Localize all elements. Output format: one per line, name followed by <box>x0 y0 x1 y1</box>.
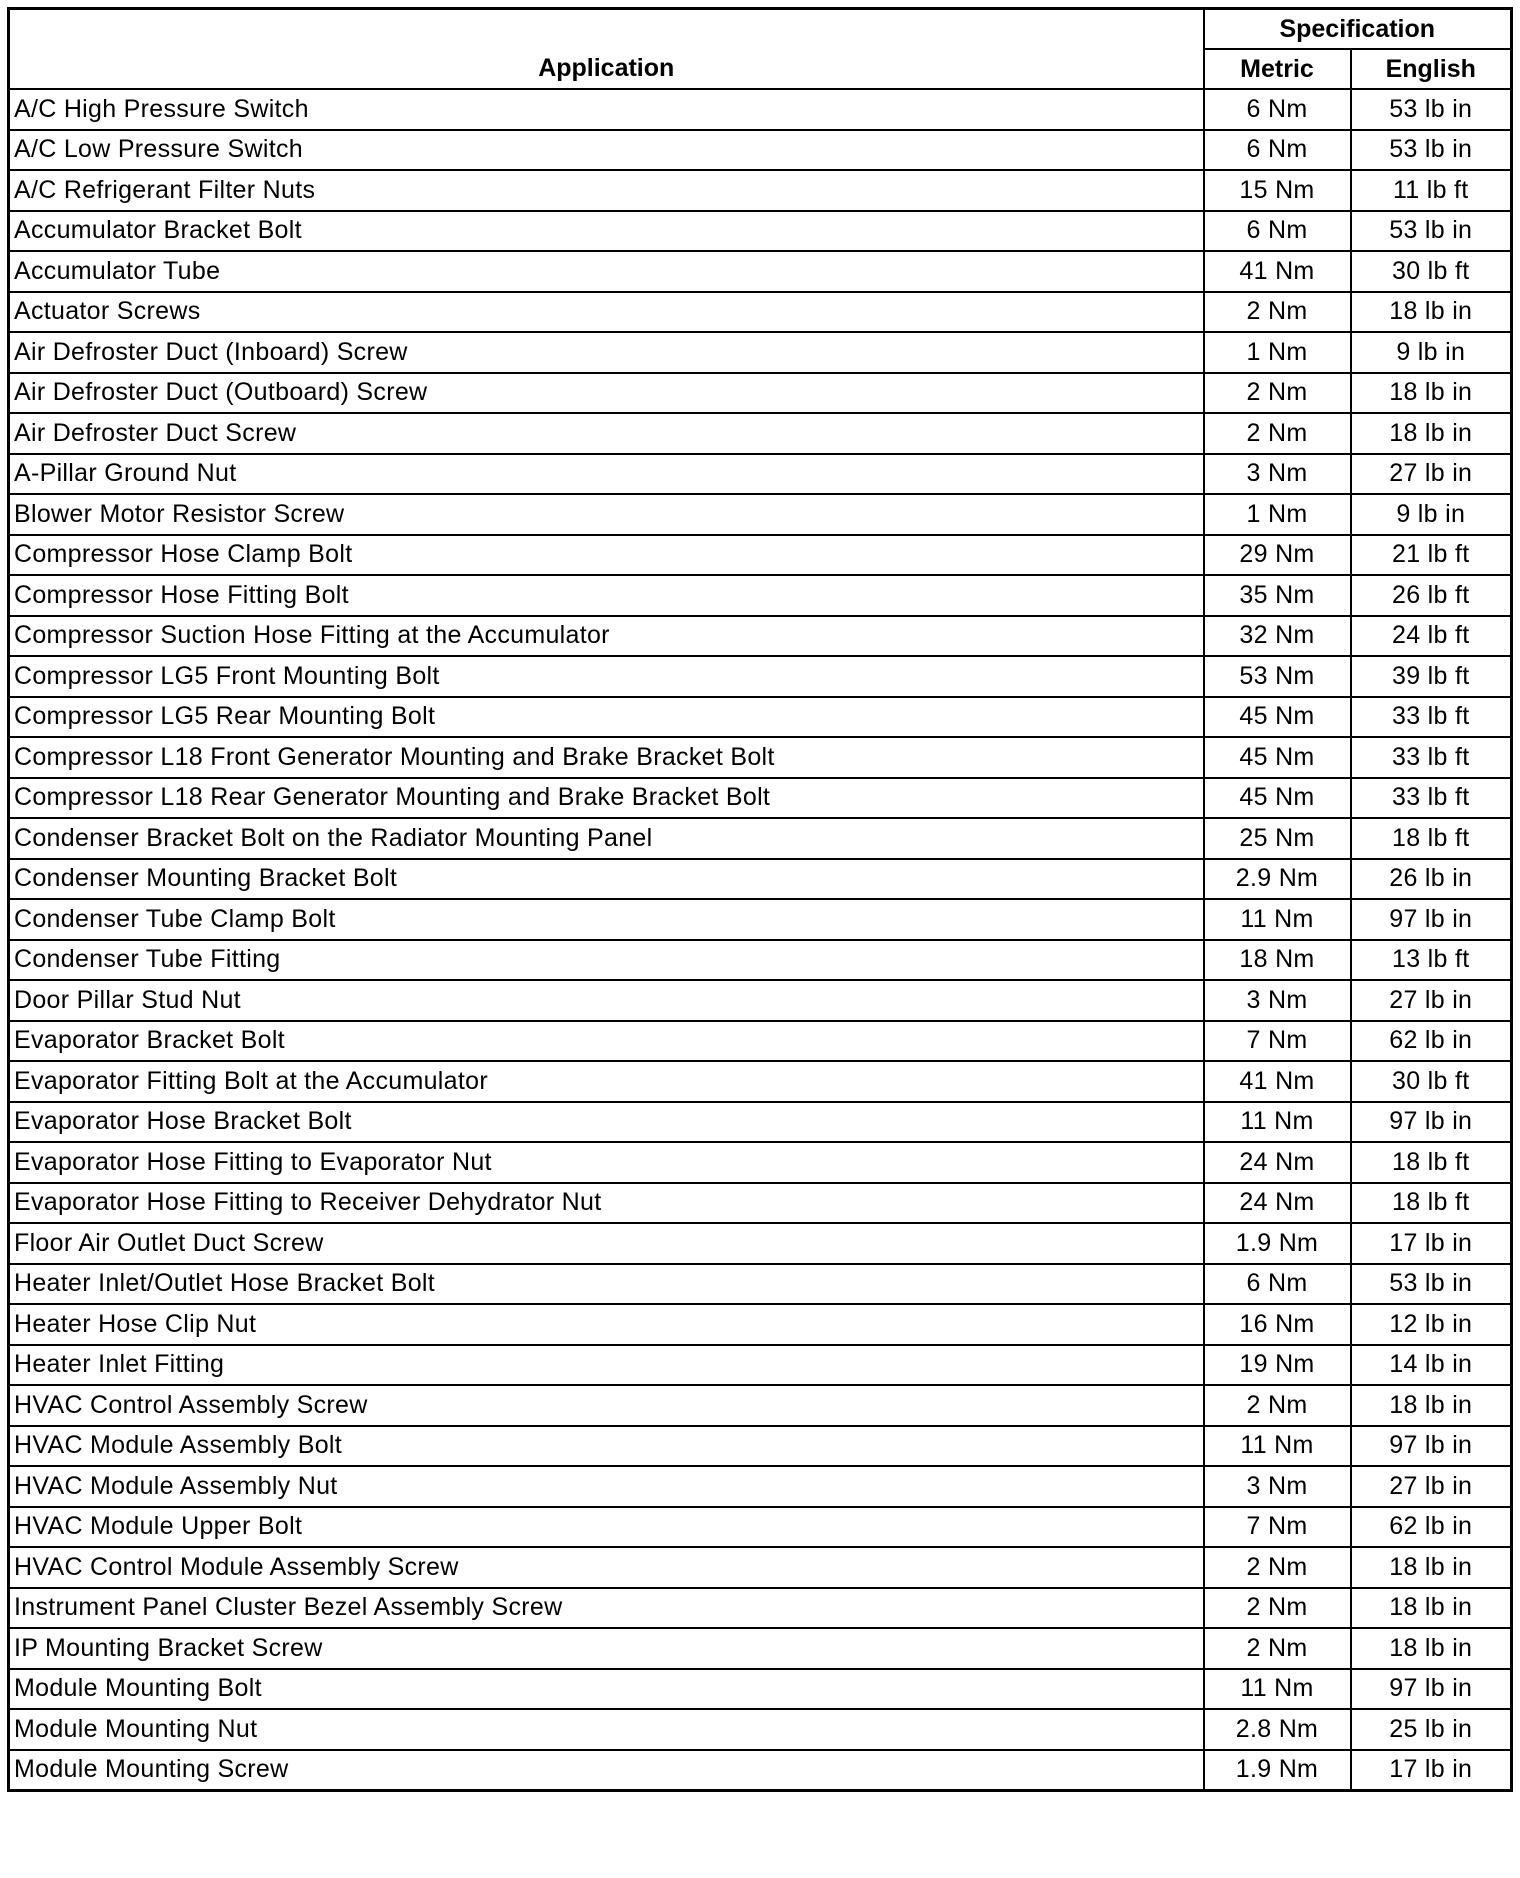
table-row <box>9 575 1512 616</box>
english-cell: 18 lb in <box>1351 373 1512 414</box>
metric-cell: 2 Nm <box>1204 1547 1351 1588</box>
metric-cell: 24 Nm <box>1204 1183 1351 1224</box>
application-cell: Evaporator Hose Bracket Bolt <box>9 1102 1204 1143</box>
english-cell: 13 lb ft <box>1351 940 1512 981</box>
english-cell: 26 lb in <box>1351 859 1512 900</box>
table-row <box>9 89 1512 130</box>
application-cell: Door Pillar Stud Nut <box>9 980 1204 1021</box>
metric-cell: 24 Nm <box>1204 1142 1351 1183</box>
table-row <box>9 899 1512 940</box>
application-cell: Air Defroster Duct Screw <box>9 413 1204 454</box>
metric-cell: 1.9 Nm <box>1204 1223 1351 1264</box>
table-row <box>9 1183 1512 1224</box>
english-cell: 18 lb ft <box>1351 1142 1512 1183</box>
table-row <box>9 1264 1512 1305</box>
application-cell: Blower Motor Resistor Screw <box>9 494 1204 535</box>
application-cell: Evaporator Bracket Bolt <box>9 1021 1204 1062</box>
application-cell: Heater Inlet Fitting <box>9 1345 1204 1386</box>
table-row <box>9 1345 1512 1386</box>
english-column-header: English <box>1351 49 1512 89</box>
application-cell: Accumulator Bracket Bolt <box>9 211 1204 252</box>
metric-cell: 3 Nm <box>1204 454 1351 495</box>
application-cell: Compressor LG5 Rear Mounting Bolt <box>9 697 1204 738</box>
metric-cell: 2 Nm <box>1204 413 1351 454</box>
application-cell: Heater Inlet/Outlet Hose Bracket Bolt <box>9 1264 1204 1305</box>
torque-spec-table <box>7 7 1513 1792</box>
english-cell: 18 lb in <box>1351 1385 1512 1426</box>
english-cell: 18 lb in <box>1351 1588 1512 1629</box>
english-cell: 53 lb in <box>1351 211 1512 252</box>
application-cell: Condenser Tube Fitting <box>9 940 1204 981</box>
english-cell: 53 lb in <box>1351 130 1512 171</box>
table-row <box>9 292 1512 333</box>
specification-column-header: Specification <box>1204 9 1512 50</box>
application-cell: HVAC Control Module Assembly Screw <box>9 1547 1204 1588</box>
english-cell: 18 lb in <box>1351 1547 1512 1588</box>
metric-cell: 2 Nm <box>1204 292 1351 333</box>
application-cell: HVAC Control Assembly Screw <box>9 1385 1204 1426</box>
table-row <box>9 980 1512 1021</box>
table-row <box>9 778 1512 819</box>
application-cell: Compressor Suction Hose Fitting at the Accumulator <box>9 616 1204 657</box>
metric-cell: 3 Nm <box>1204 980 1351 1021</box>
metric-cell: 1 Nm <box>1204 332 1351 373</box>
metric-cell: 32 Nm <box>1204 616 1351 657</box>
application-cell: Heater Hose Clip Nut <box>9 1304 1204 1345</box>
english-cell: 53 lb in <box>1351 1264 1512 1305</box>
application-cell: Air Defroster Duct (Inboard) Screw <box>9 332 1204 373</box>
header-row-top <box>9 9 1512 50</box>
metric-cell: 6 Nm <box>1204 1264 1351 1305</box>
metric-cell: 7 Nm <box>1204 1507 1351 1548</box>
table-row <box>9 1466 1512 1507</box>
metric-cell: 15 Nm <box>1204 170 1351 211</box>
application-cell: Evaporator Fitting Bolt at the Accumulator <box>9 1061 1204 1102</box>
english-cell: 97 lb in <box>1351 1102 1512 1143</box>
metric-cell: 6 Nm <box>1204 211 1351 252</box>
table-row <box>9 1021 1512 1062</box>
english-cell: 25 lb in <box>1351 1709 1512 1750</box>
application-cell: Evaporator Hose Fitting to Receiver Dehydrator Nut <box>9 1183 1204 1224</box>
table-row <box>9 1588 1512 1629</box>
english-cell: 18 lb in <box>1351 292 1512 333</box>
metric-cell: 45 Nm <box>1204 778 1351 819</box>
table-row <box>9 1142 1512 1183</box>
application-cell: Condenser Bracket Bolt on the Radiator Mounting Panel <box>9 818 1204 859</box>
metric-cell: 2 Nm <box>1204 1385 1351 1426</box>
english-cell: 27 lb in <box>1351 1466 1512 1507</box>
table-row <box>9 1669 1512 1710</box>
english-cell: 33 lb ft <box>1351 778 1512 819</box>
metric-cell: 45 Nm <box>1204 697 1351 738</box>
table-row <box>9 737 1512 778</box>
application-cell: Compressor Hose Fitting Bolt <box>9 575 1204 616</box>
application-cell: Evaporator Hose Fitting to Evaporator Nut <box>9 1142 1204 1183</box>
table-row <box>9 211 1512 252</box>
table-row <box>9 1385 1512 1426</box>
table-row <box>9 332 1512 373</box>
english-cell: 30 lb ft <box>1351 251 1512 292</box>
application-cell: Condenser Tube Clamp Bolt <box>9 899 1204 940</box>
table-row <box>9 1061 1512 1102</box>
metric-column-header: Metric <box>1204 49 1351 89</box>
table-row <box>9 697 1512 738</box>
metric-cell: 1.9 Nm <box>1204 1750 1351 1791</box>
table-row <box>9 170 1512 211</box>
english-cell: 18 lb in <box>1351 1628 1512 1669</box>
application-cell: Compressor LG5 Front Mounting Bolt <box>9 656 1204 697</box>
table-row <box>9 454 1512 495</box>
metric-cell: 29 Nm <box>1204 535 1351 576</box>
metric-cell: 35 Nm <box>1204 575 1351 616</box>
table-body <box>9 89 1512 1791</box>
table-row <box>9 130 1512 171</box>
english-cell: 33 lb ft <box>1351 737 1512 778</box>
english-cell: 27 lb in <box>1351 980 1512 1021</box>
table-row <box>9 1102 1512 1143</box>
table-row <box>9 656 1512 697</box>
application-cell: Module Mounting Screw <box>9 1750 1204 1791</box>
application-cell: A/C Refrigerant Filter Nuts <box>9 170 1204 211</box>
table-row <box>9 1507 1512 1548</box>
table-row <box>9 1547 1512 1588</box>
application-cell: Compressor L18 Front Generator Mounting and Brake Bracket Bolt <box>9 737 1204 778</box>
metric-cell: 53 Nm <box>1204 656 1351 697</box>
application-cell: A/C High Pressure Switch <box>9 89 1204 130</box>
metric-cell: 2.9 Nm <box>1204 859 1351 900</box>
metric-cell: 3 Nm <box>1204 1466 1351 1507</box>
metric-cell: 2 Nm <box>1204 373 1351 414</box>
table-row <box>9 373 1512 414</box>
metric-cell: 18 Nm <box>1204 940 1351 981</box>
application-cell: A/C Low Pressure Switch <box>9 130 1204 171</box>
application-column-header: Application <box>9 9 1204 90</box>
application-cell: A-Pillar Ground Nut <box>9 454 1204 495</box>
table-row <box>9 818 1512 859</box>
english-cell: 18 lb ft <box>1351 1183 1512 1224</box>
metric-cell: 2.8 Nm <box>1204 1709 1351 1750</box>
english-cell: 33 lb ft <box>1351 697 1512 738</box>
metric-cell: 41 Nm <box>1204 251 1351 292</box>
application-cell: Condenser Mounting Bracket Bolt <box>9 859 1204 900</box>
english-cell: 18 lb in <box>1351 413 1512 454</box>
metric-cell: 6 Nm <box>1204 89 1351 130</box>
table-header <box>9 9 1512 90</box>
application-cell: Module Mounting Bolt <box>9 1669 1204 1710</box>
metric-cell: 25 Nm <box>1204 818 1351 859</box>
application-cell: Air Defroster Duct (Outboard) Screw <box>9 373 1204 414</box>
english-cell: 14 lb in <box>1351 1345 1512 1386</box>
metric-cell: 16 Nm <box>1204 1304 1351 1345</box>
english-cell: 24 lb ft <box>1351 616 1512 657</box>
table-row <box>9 494 1512 535</box>
application-cell: Compressor Hose Clamp Bolt <box>9 535 1204 576</box>
english-cell: 9 lb in <box>1351 494 1512 535</box>
english-cell: 97 lb in <box>1351 1669 1512 1710</box>
application-cell: Actuator Screws <box>9 292 1204 333</box>
table-row <box>9 413 1512 454</box>
application-cell: HVAC Module Assembly Nut <box>9 1466 1204 1507</box>
metric-cell: 6 Nm <box>1204 130 1351 171</box>
english-cell: 30 lb ft <box>1351 1061 1512 1102</box>
metric-cell: 11 Nm <box>1204 1669 1351 1710</box>
english-cell: 97 lb in <box>1351 899 1512 940</box>
english-cell: 26 lb ft <box>1351 575 1512 616</box>
application-cell: HVAC Module Assembly Bolt <box>9 1426 1204 1467</box>
metric-cell: 45 Nm <box>1204 737 1351 778</box>
table-row <box>9 1304 1512 1345</box>
metric-cell: 7 Nm <box>1204 1021 1351 1062</box>
application-cell: Instrument Panel Cluster Bezel Assembly Screw <box>9 1588 1204 1629</box>
metric-cell: 11 Nm <box>1204 1102 1351 1143</box>
table-row <box>9 940 1512 981</box>
table-row <box>9 251 1512 292</box>
english-cell: 53 lb in <box>1351 89 1512 130</box>
application-cell: HVAC Module Upper Bolt <box>9 1507 1204 1548</box>
metric-cell: 19 Nm <box>1204 1345 1351 1386</box>
table-row <box>9 1628 1512 1669</box>
table-row <box>9 1750 1512 1791</box>
english-cell: 62 lb in <box>1351 1021 1512 1062</box>
metric-cell: 1 Nm <box>1204 494 1351 535</box>
english-cell: 9 lb in <box>1351 332 1512 373</box>
application-cell: Accumulator Tube <box>9 251 1204 292</box>
metric-cell: 11 Nm <box>1204 899 1351 940</box>
table-row <box>9 1426 1512 1467</box>
application-cell: IP Mounting Bracket Screw <box>9 1628 1204 1669</box>
english-cell: 97 lb in <box>1351 1426 1512 1467</box>
metric-cell: 41 Nm <box>1204 1061 1351 1102</box>
english-cell: 21 lb ft <box>1351 535 1512 576</box>
english-cell: 27 lb in <box>1351 454 1512 495</box>
table-row <box>9 859 1512 900</box>
english-cell: 62 lb in <box>1351 1507 1512 1548</box>
english-cell: 17 lb in <box>1351 1223 1512 1264</box>
table-row <box>9 1709 1512 1750</box>
metric-cell: 11 Nm <box>1204 1426 1351 1467</box>
table-row <box>9 616 1512 657</box>
english-cell: 39 lb ft <box>1351 656 1512 697</box>
english-cell: 17 lb in <box>1351 1750 1512 1791</box>
english-cell: 11 lb ft <box>1351 170 1512 211</box>
application-cell: Module Mounting Nut <box>9 1709 1204 1750</box>
table-row <box>9 535 1512 576</box>
metric-cell: 2 Nm <box>1204 1588 1351 1629</box>
english-cell: 12 lb in <box>1351 1304 1512 1345</box>
application-cell: Floor Air Outlet Duct Screw <box>9 1223 1204 1264</box>
english-cell: 18 lb ft <box>1351 818 1512 859</box>
metric-cell: 2 Nm <box>1204 1628 1351 1669</box>
application-cell: Compressor L18 Rear Generator Mounting and Brake Bracket Bolt <box>9 778 1204 819</box>
table-row <box>9 1223 1512 1264</box>
